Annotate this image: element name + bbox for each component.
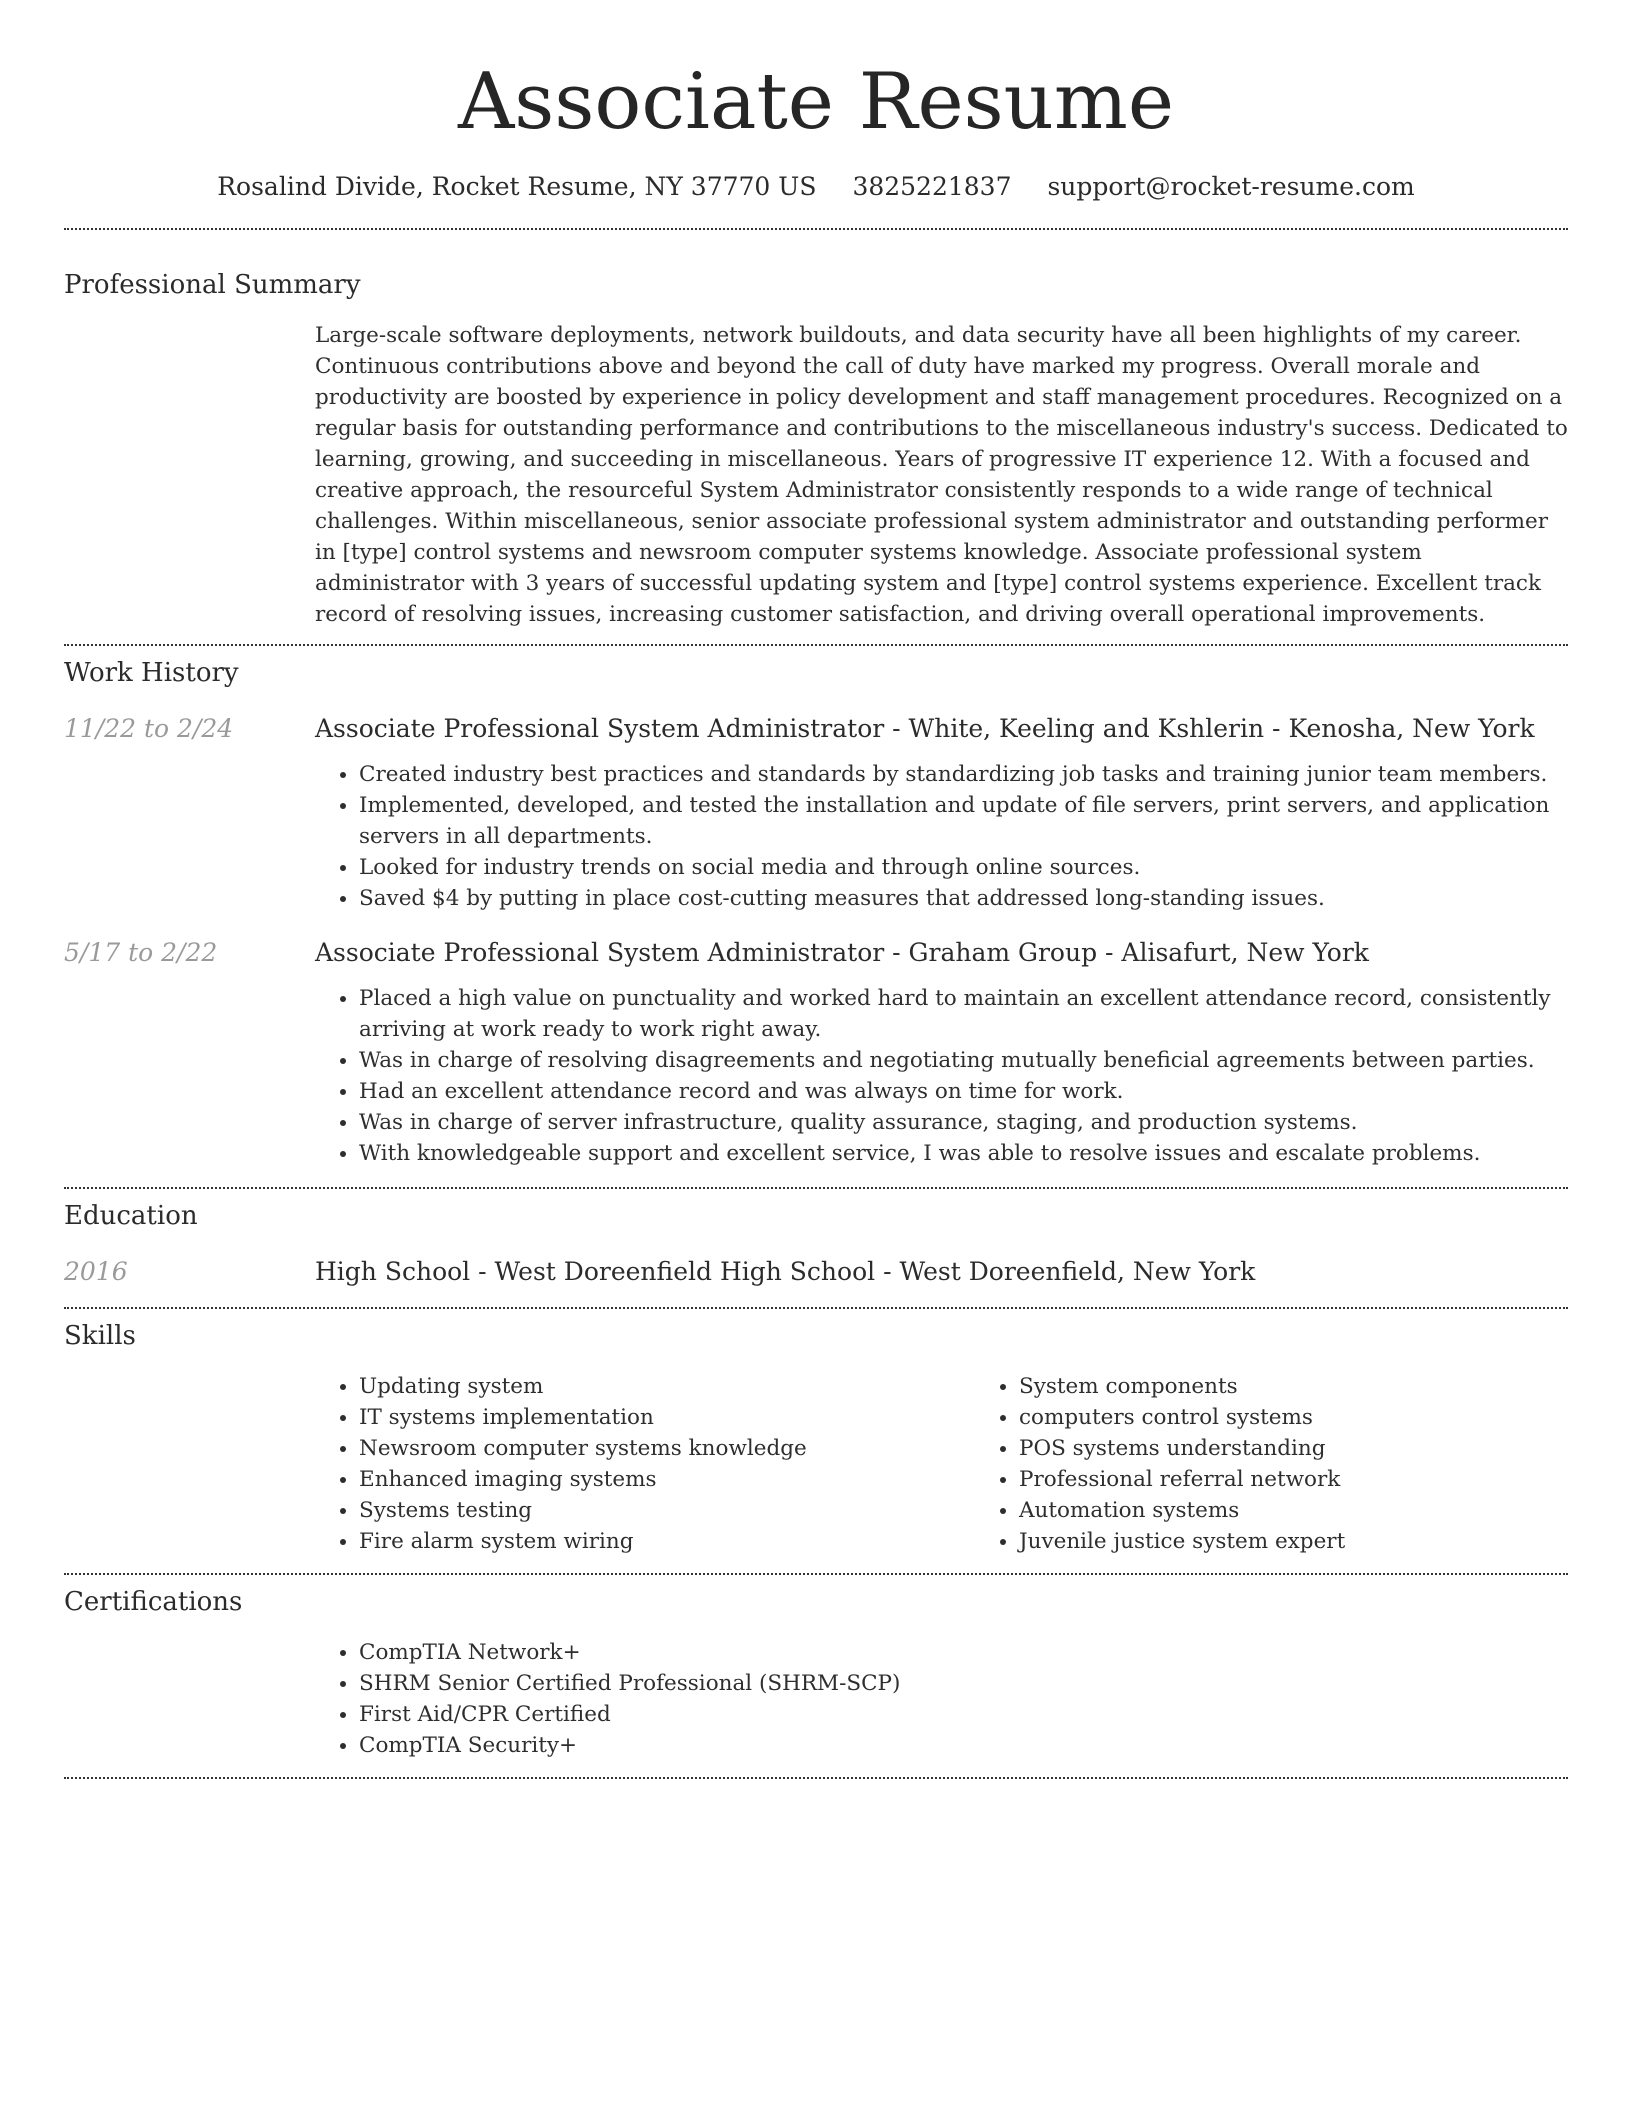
certifications-row	[64, 1637, 1568, 1761]
skill-item: • Updating system	[359, 1371, 975, 1402]
skill-item: • Professional referral network	[1019, 1464, 1632, 1495]
job-bullet: • Was in charge of resolving disagreements and negotiating mutually beneficial agreements between parties.	[359, 1045, 1568, 1076]
education-entry	[64, 1255, 1568, 1289]
skills-row	[64, 1371, 1568, 1557]
job-bullet: • Implemented, developed, and tested the installation and update of file servers, print servers, and application servers in all departments.	[359, 790, 1568, 852]
contact-email: support@rocket-resume.com	[1047, 172, 1415, 201]
skill-item: • Enhanced imaging systems	[359, 1464, 975, 1495]
education-title: High School - West Doreenfield High School - West Doreenfield, New York	[315, 1257, 1256, 1286]
skills-list-left	[315, 1371, 975, 1557]
job-entry	[64, 712, 1568, 914]
work-heading: Work History	[64, 658, 239, 688]
certification-item: • First Aid/CPR Certified	[359, 1699, 1568, 1730]
skill-item: • Automation systems	[1019, 1495, 1632, 1526]
certification-item: • CompTIA Network+	[359, 1637, 1568, 1668]
summary-heading: Professional Summary	[64, 270, 361, 300]
job-bullet: • Placed a high value on punctuality and worked hard to maintain an excellent attendance record, consistently arriving at work ready to work right away.	[359, 983, 1568, 1045]
contact-phone: 3825221837	[852, 172, 1012, 201]
resume-title: Associate Resume	[457, 57, 1175, 147]
job-bullet: • With knowledgeable support and excellent service, I was able to resolve issues and escalate problems.	[359, 1138, 1568, 1169]
skill-item: • Newsroom computer systems knowledge	[359, 1433, 975, 1464]
divider	[64, 644, 1568, 646]
skill-item: • System components	[1019, 1371, 1632, 1402]
contact-line	[64, 170, 1568, 204]
skill-item: • Fire alarm system wiring	[359, 1526, 975, 1557]
certification-item: • CompTIA Security+	[359, 1730, 1568, 1761]
education-heading: Education	[64, 1201, 198, 1231]
skill-item: • IT systems implementation	[359, 1402, 975, 1433]
skill-item: • computers control systems	[1019, 1402, 1632, 1433]
skills-list-right	[975, 1371, 1632, 1557]
skill-item: • POS systems understanding	[1019, 1433, 1632, 1464]
job-bullet: • Created industry best practices and standards by standardizing job tasks and training junior team members.	[359, 759, 1568, 790]
skills-heading: Skills	[64, 1321, 136, 1351]
job-title: Associate Professional System Administrator - Graham Group - Alisafurt, New York	[315, 938, 1369, 967]
certifications-heading: Certifications	[64, 1587, 243, 1617]
job-bullet: • Looked for industry trends on social media and through online sources.	[359, 852, 1568, 883]
job-bullet: • Was in charge of server infrastructure, quality assurance, staging, and production systems.	[359, 1107, 1568, 1138]
job-dates: 11/22 to 2/24	[64, 714, 234, 743]
divider	[64, 1187, 1568, 1189]
job-dates: 5/17 to 2/22	[64, 938, 218, 967]
skill-item: • Systems testing	[359, 1495, 975, 1526]
divider	[64, 1777, 1568, 1779]
job-title: Associate Professional System Administrator - White, Keeling and Kshlerin - Kenosha, New York	[315, 714, 1535, 743]
resume-page	[64, 0, 1568, 1779]
summary-text: Large-scale software deployments, network buildouts, and data security have all been highlights of my career. Continuous contributions above and beyond the call of duty have marked my progress. Overall morale and productivity are boosted by experience in policy development and staff management procedures. Recognized on a regular basis for outstanding performance and contributions to the miscellaneous industry's success. Dedicated to learning, growing, and succeeding in miscellaneous. Years of progressive IT experience 12. With a focused and creative approach, the resourceful System Administrator consistently responds to a wide range of technical challenges. Within miscellaneous, senior associate professional system administrator and outstanding performer in [type] control systems and newsroom computer systems knowledge. Associate professional system administrator with 3 years of successful updating system and [type] control systems experience. Excellent track record of resolving issues, increasing customer satisfaction, and driving overall operational improvements.	[315, 323, 1568, 627]
divider	[64, 1573, 1568, 1575]
education-date: 2016	[64, 1257, 128, 1286]
job-entry	[64, 936, 1568, 1169]
job-bullet: • Saved $4 by putting in place cost-cutting measures that addressed long-standing issues.	[359, 883, 1568, 914]
skill-item: • Juvenile justice system expert	[1019, 1526, 1632, 1557]
summary-row	[64, 320, 1568, 630]
job-bullets	[315, 759, 1568, 914]
job-bullets	[315, 983, 1568, 1169]
divider	[64, 228, 1568, 230]
certification-item: • SHRM Senior Certified Professional (SHRM-SCP)	[359, 1668, 1568, 1699]
divider	[64, 1307, 1568, 1309]
contact-address: Rosalind Divide, Rocket Resume, NY 37770 US	[217, 172, 817, 201]
job-bullet: • Had an excellent attendance record and was always on time for work.	[359, 1076, 1568, 1107]
certifications-list	[315, 1637, 1568, 1761]
